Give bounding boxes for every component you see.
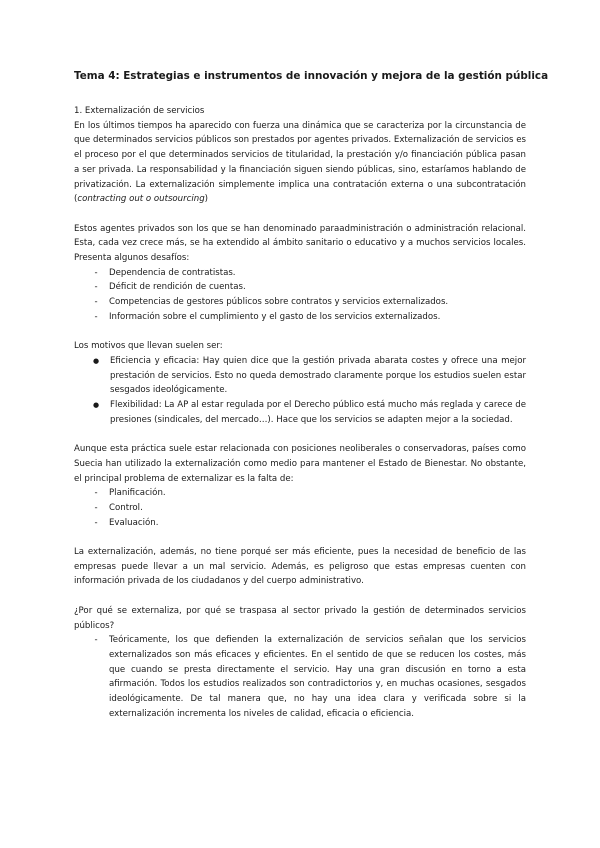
paragraph-intro-text: En los últimos tiempos ha aparecido con fuerza una dinámica que se caracteriza por la circunstancia de que determinados servicios públicos son prestados por agentes privados. Externalización de servicios es el proceso por el que determinados servicios de titularidad, la prestación y/o financiación pública pasan a ser privada. La responsabilidad y la financiación siguen siendo públicas, sino, estaríamos hablando de privatización. La externalización simplemente implica una contratación externa o una subcontratación ( — [74, 120, 526, 205]
list-item: - Evaluación. — [74, 516, 526, 531]
list-item: - Dependencia de contratistas. — [74, 266, 526, 281]
motives-list — [74, 354, 526, 428]
dash-bullet-icon: - — [94, 635, 98, 646]
motives-intro: Los motivos que llevan suelen ser: — [74, 341, 223, 352]
question-heading: ¿Por qué se externaliza, por qué se traspasa al sector privado la gestión de determinados servicios públicos? — [74, 605, 526, 631]
bullet-dot-icon: ● — [92, 356, 100, 365]
list-item: - Planificación. — [74, 486, 526, 501]
section-heading: 1. Externalización de servicios — [74, 106, 205, 116]
section-body — [74, 104, 526, 721]
list-item: - Control. — [74, 501, 526, 516]
page-title: Tema 4: Estrategias e instrumentos de innovación y mejora de la gestión pública — [74, 70, 549, 82]
dash-bullet-icon: - — [94, 502, 98, 513]
paragraph-intro-close: ) — [204, 194, 209, 205]
list-item: ● Flexibilidad: La AP al estar regulada por el Derecho público está mucho más reglada y carece de presiones (sindicales, del mercado…). Hace que los servicios se adapten mejor a la sociedad. — [74, 398, 526, 427]
bullet-dot-icon: ● — [92, 401, 100, 410]
list-item: - Déficit de rendición de cuentas. — [74, 280, 526, 295]
dash-bullet-icon: - — [94, 267, 98, 278]
dash-bullet-icon: - — [94, 282, 98, 293]
challenges-list — [74, 266, 526, 325]
paragraph-practice: Aunque esta práctica suele estar relacionada con posiciones neoliberales o conservadoras, países como Suecia han utilizado la externalización como medio para mantener el Estado de Bienestar. No obstante, el principal problema de externalizar es la falta de: — [74, 444, 526, 484]
dash-bullet-icon: - — [94, 311, 98, 322]
dash-bullet-icon: - — [94, 517, 98, 528]
dash-bullet-icon: - — [94, 297, 98, 308]
list-item: - Competencias de gestores públicos sobre contratos y servicios externalizados. — [74, 295, 526, 310]
lacks-list — [74, 486, 526, 530]
dash-bullet-icon: - — [94, 488, 98, 499]
list-item: ● Eficiencia y eficacia: Hay quien dice que la gestión privada abarata costes y ofrece una mejor prestación de servicios. Esto no queda demostrado claramente porque los estudios suelen estar sesgados ideológicamente. — [74, 354, 526, 398]
list-item: - Información sobre el cumplimiento y el gasto de los servicios externalizados. — [74, 310, 526, 325]
paragraph-agents: Estos agentes privados son los que se han denominado paraadministración o administración relacional. Esta, cada vez crece más, se ha extendido al ámbito sanitario o educativo y a muchos servicios locales. Presenta algunos desafíos: — [74, 223, 526, 264]
answers-list — [74, 633, 526, 721]
paragraph-intro-emphasis: contracting out o outsourcing — [77, 194, 205, 205]
paragraph-efficiency: La externalización, además, no tiene porqué ser más eficiente, pues la necesidad de beneficio de las empresas puede llevar a un mal servicio. Además, es peligroso que estas empresas cuenten con información privada de los ciudadanos y del cuerpo administrativo. — [74, 547, 526, 587]
list-item: - Teóricamente, los que defienden la externalización de servicios señalan que los servicios externalizados son más eficaces y eficientes. En el sentido de que se reducen los costes, más que cuando se presta directamente el servicio. Hay una gran discusión en torno a esta afirmación. Todos los estudios realizados son contradictorios y, en muchas ocasiones, sesgados ideológicamente. De tal manera que, no hay una idea clara y verificada sobre si la externalización incrementa los niveles de calidad, eficacia o eficiencia. — [74, 633, 526, 721]
paragraph-intro — [74, 119, 526, 207]
